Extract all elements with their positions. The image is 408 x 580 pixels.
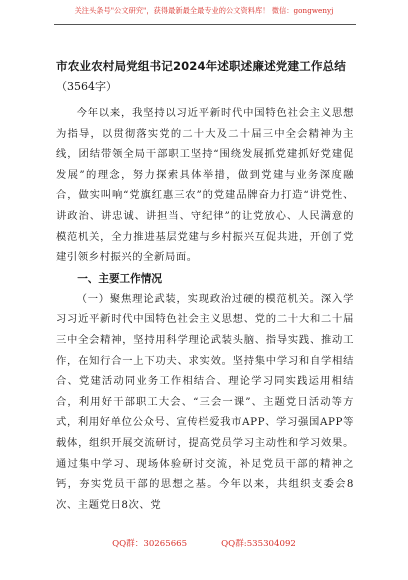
promo-banner: 关注头条号"公文研究"，获得最新最全最专业的公文资料库！ 微信：gongwenyj	[74, 6, 334, 15]
section-heading: 一、主要工作情况	[77, 272, 162, 285]
footer-contact	[0, 538, 408, 550]
header-divider	[54, 24, 356, 25]
body-paragraph: （一）聚焦理论武装，实现政治过硬的模范机关。深入学习习近平新时代中国特色社会主义思想、党的二十大和二十届三中全会精神，坚持用科学理论武装头脑、指导实践、推动工作，在知行合一上下功夫、求实效。坚持集中学习和自学相结合、党建活动同业务工作相结合、理论学习同实践运用相结合，利用好干部职工大会、“三会一课”、主题党日活动等方式，利用好单位公众号、宣传栏爱我市APP、学习强国APP等载体，组织开展交流研讨，提高党员学习主动性和学习效果。通过集中学习、现场体验研讨交流，补足党员干部的精神之钙，夯实党员干部的思想之基。今年以来，共组织支委会8次、主题党日8次、党	[56, 292, 354, 511]
intro-paragraph: 今年以来，我坚持以习近平新时代中国特色社会主义思想为指导，以贯彻落实党的二十大及二十届三中全会精神为主线，团结带领全局干部职工坚持“围绕发展抓党建抓好党建促发展”的理念，努力探索具体举措，做到党建与业务深度融合，做实叫响“党旗红惠三农”的党建品牌奋力打造“讲党性、讲政治、讲忠诚、讲担当、守纪律”的让党放心、人民满意的模范机关，全力推进基层党建与乡村振兴互促共进，开创了党建引领乡村振兴的全新局面。	[56, 107, 354, 264]
footer-qq-group-1: QQ群：30265665	[112, 539, 188, 549]
footer-qq-group-2: QQ群:535304092	[221, 539, 296, 549]
word-count: （3564字）	[56, 80, 117, 93]
document-title: 市农业农村局党组书记2024年述职述廉述党建工作总结	[56, 59, 346, 73]
document-body	[56, 58, 354, 515]
